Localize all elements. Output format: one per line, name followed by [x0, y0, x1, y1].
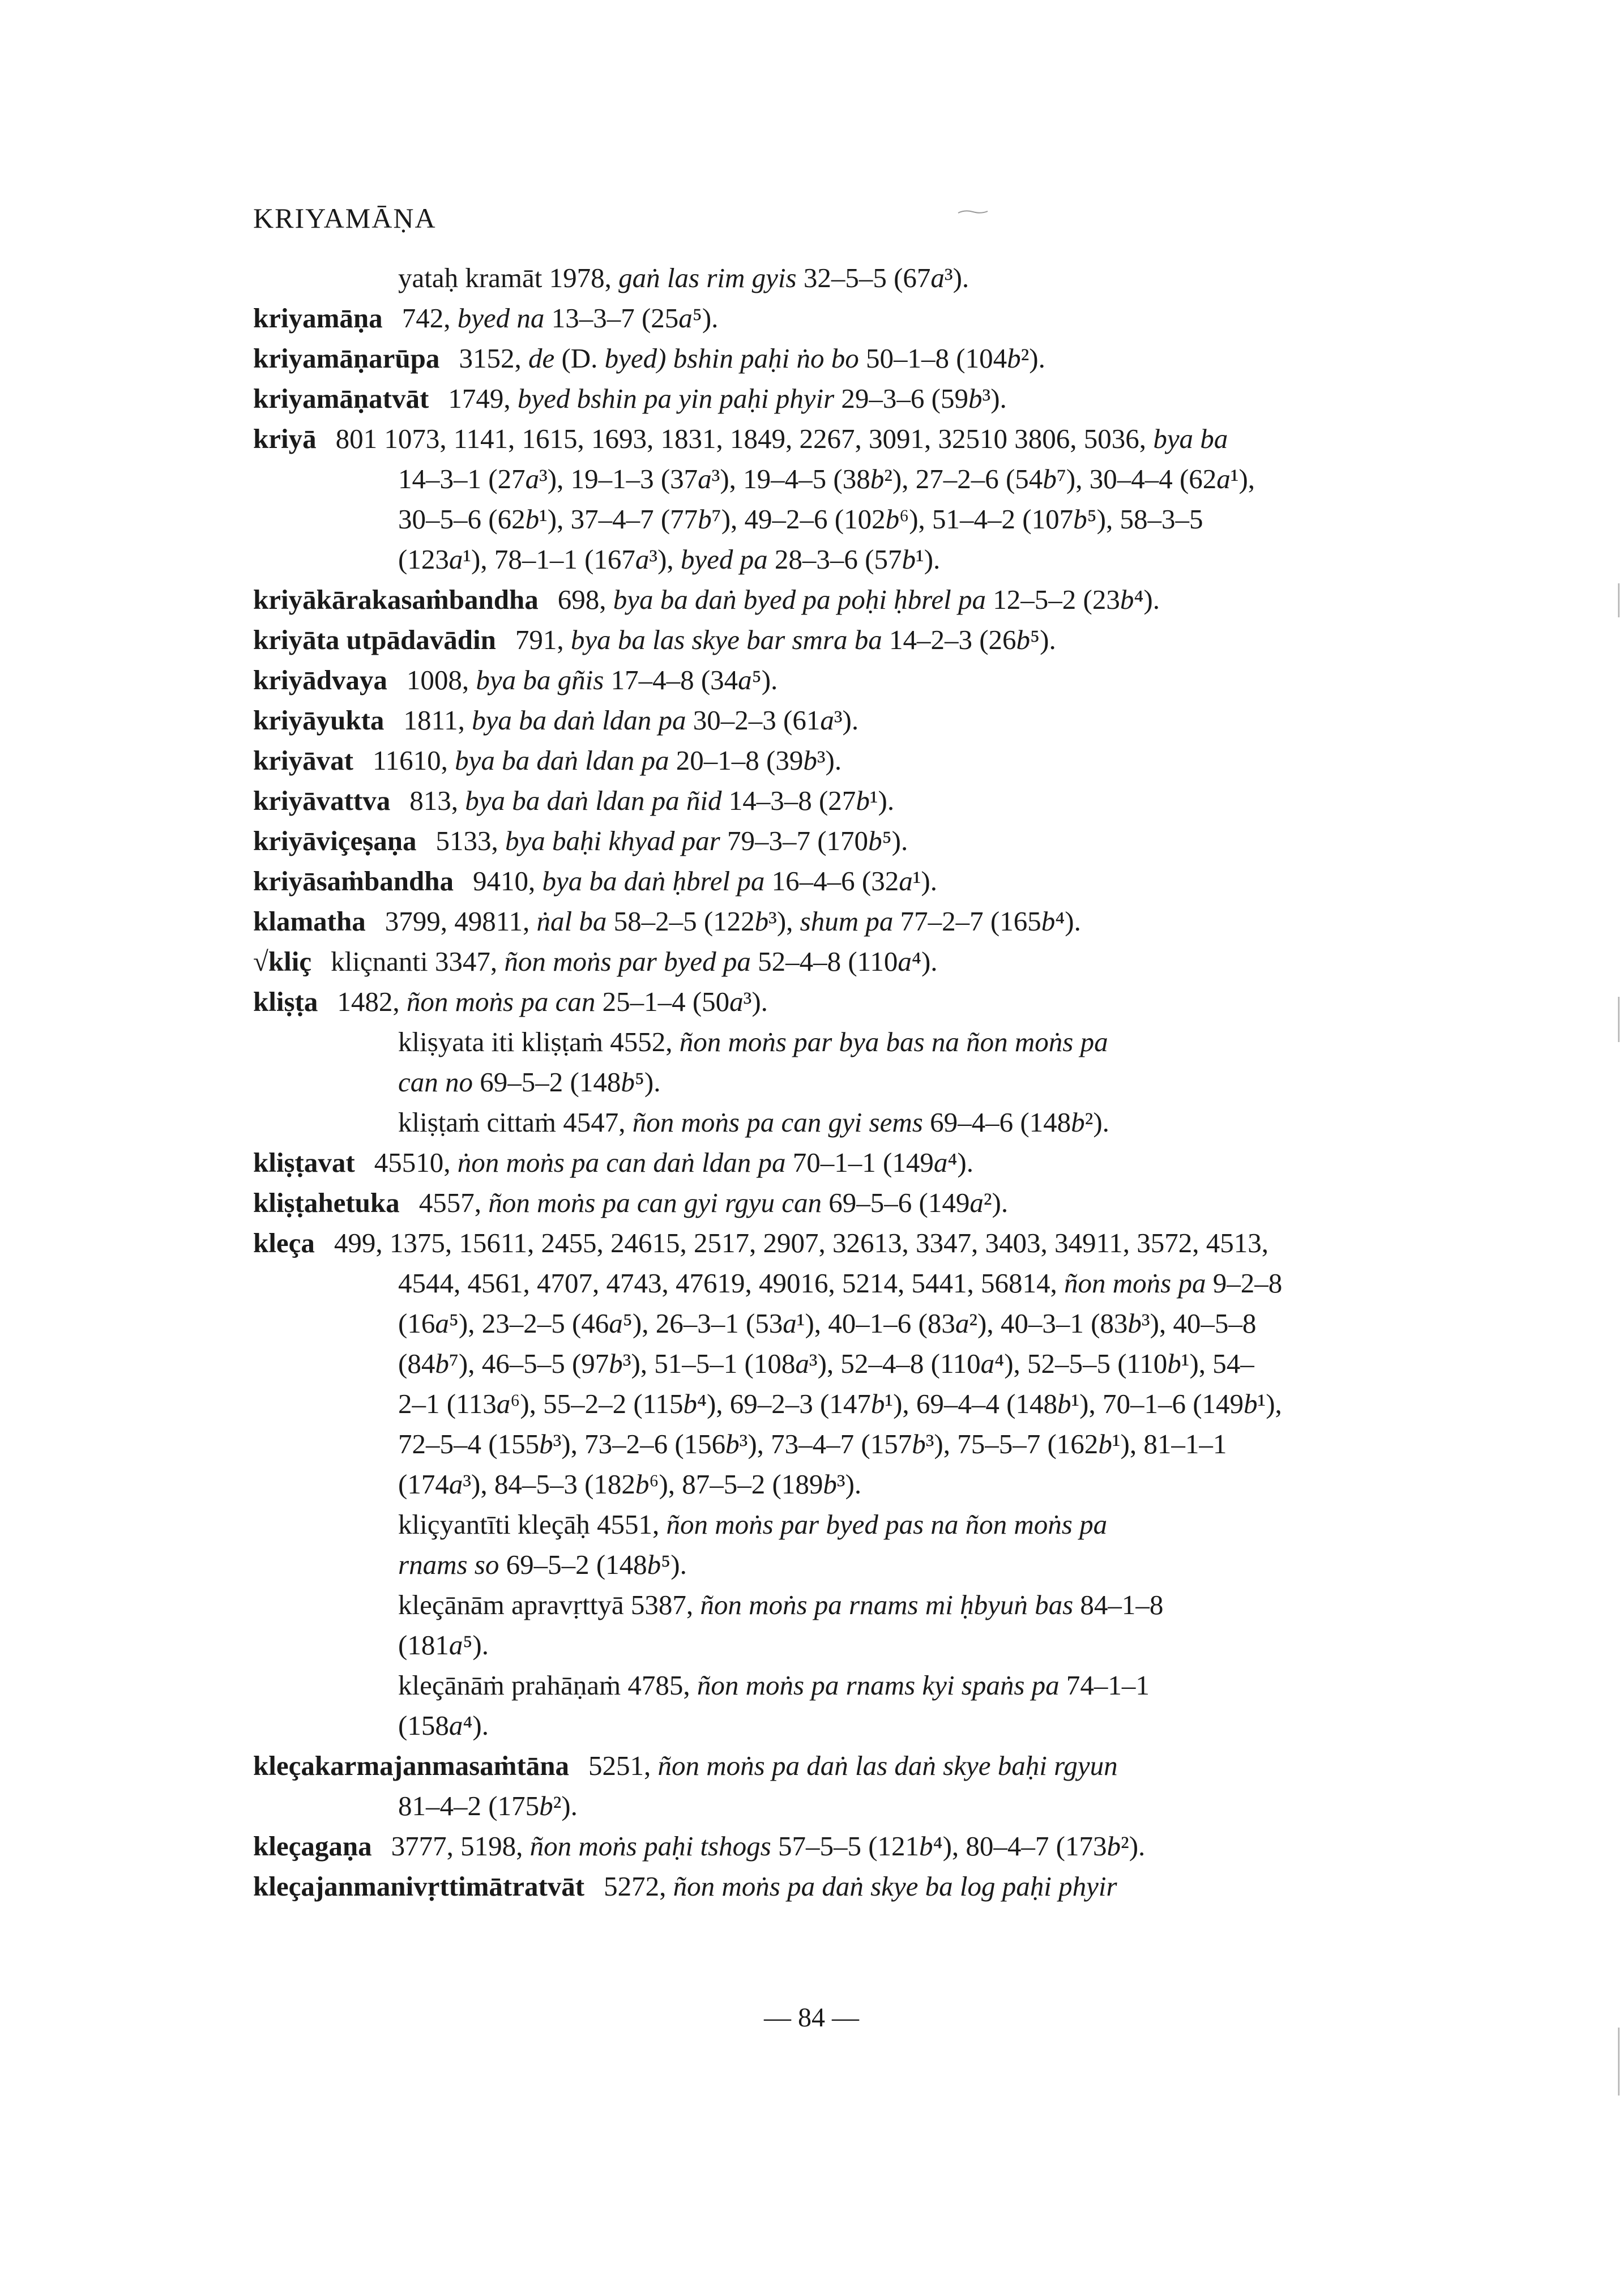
reference-text: kleçānāṁ prahāṇaṁ 4785, [398, 1670, 697, 1701]
reference-text: (181 [398, 1629, 449, 1661]
reference-text: ³), 73–2–6 (156 [553, 1428, 726, 1459]
tibetan-equivalent: b [1098, 1428, 1112, 1459]
reference-text: 32–5–5 (67 [796, 262, 931, 293]
tibetan-equivalent: a [449, 1469, 463, 1500]
tibetan-equivalent: b [912, 1428, 926, 1459]
reference-text: 801 1073, 1141, 1615, 1693, 1831, 1849, 2267, 3091, 32510 3806, 5036, [335, 423, 1154, 454]
tibetan-equivalent: b [621, 1066, 635, 1098]
reference-text: 499, 1375, 15611, 2455, 24615, 2517, 2907, 32613, 3347, 3403, 34911, 3572, 4513, [334, 1227, 1268, 1258]
reference-text: 69–5–2 (148 [473, 1066, 621, 1098]
subentry-line [253, 1544, 1369, 1585]
tibetan-equivalent: a [698, 463, 712, 494]
reference-text: 72–5–4 (155 [398, 1428, 540, 1459]
reference-text: ¹), 70–1–6 (149 [1071, 1388, 1244, 1419]
tibetan-equivalent: bya ba [1153, 423, 1228, 454]
tibetan-equivalent: a [678, 302, 693, 334]
reference-text: ¹), 78–1–1 (167 [463, 544, 635, 575]
reference-text: 28–3–6 (57 [767, 544, 902, 575]
reference-text: kliçyantīti kleçāḥ 4551, [398, 1509, 667, 1540]
tibetan-equivalent: byed na [457, 302, 545, 334]
scan-edge-mark [1618, 583, 1620, 617]
scan-edge-mark [1618, 997, 1620, 1042]
tibetan-equivalent: byed bshin pa yin paḥi phyir [517, 383, 835, 414]
reference-text: 69–4–6 (148 [922, 1107, 1071, 1138]
reference-text: 74–1–1 [1059, 1670, 1150, 1701]
tibetan-equivalent: byed) bshin paḥi ṅo bo [604, 343, 859, 374]
reference-text: ⁴), 80–4–7 (173 [933, 1830, 1107, 1862]
entry-line [253, 1183, 1369, 1223]
tibetan-equivalent: a [449, 544, 463, 575]
reference-text: 81–4–2 (175 [398, 1790, 540, 1821]
headword: kriyāyukta [253, 705, 385, 736]
reference-text: ¹), [1257, 1388, 1282, 1419]
continuation-line [253, 459, 1369, 499]
tibetan-equivalent: ṅal ba [536, 906, 607, 937]
tibetan-equivalent: a [930, 262, 945, 293]
entry-line [253, 941, 1369, 981]
entry-line [253, 780, 1369, 821]
entry-line [253, 981, 1369, 1022]
reference-text: ⁴), 69–2–3 (147 [697, 1388, 871, 1419]
tibetan-equivalent: byed pa [680, 544, 768, 575]
continuation-line [253, 258, 1369, 298]
entry-line [253, 378, 1369, 419]
reference-text: 1482, [337, 986, 407, 1017]
reference-text: ⁵). [634, 1066, 661, 1098]
reference-text: 5251, [588, 1750, 658, 1781]
tibetan-equivalent: ñon moṅs pa rnams mi ḥbyuṅ bas [700, 1589, 1074, 1620]
tibetan-equivalent: b [698, 503, 712, 535]
headword: kriyā [253, 423, 317, 454]
reference-text: 70–1–1 (149 [785, 1147, 934, 1178]
continuation-line [253, 1384, 1369, 1424]
dictionary-entries [253, 258, 1369, 1906]
tibetan-equivalent: bya ba daṅ byed pa poḥi ḥbrel pa [613, 584, 986, 615]
reference-text: 17–4–8 (34 [604, 664, 738, 695]
reference-text: 52–4–8 (110 [750, 946, 898, 977]
reference-text: ³), 73–4–7 (157 [739, 1428, 912, 1459]
tibetan-equivalent: b [902, 544, 916, 575]
headword: kliṣṭahetuka [253, 1187, 400, 1218]
reference-text: ⁷), 30–4–4 (62 [1056, 463, 1217, 494]
continuation-line [253, 1343, 1369, 1384]
entry-line [253, 660, 1369, 700]
headword: kriyāta utpādavādin [253, 624, 496, 655]
reference-text: ⁵), 26–3–1 (53 [622, 1308, 783, 1339]
reference-text: ⁴). [947, 1147, 973, 1178]
tibetan-equivalent: a [435, 1308, 449, 1339]
reference-text: ⁵), 58–3–5 [1087, 503, 1203, 535]
reference-text: ²). [1084, 1107, 1109, 1138]
headword: kliṣṭavat [253, 1147, 355, 1178]
tibetan-equivalent: bya ba daṅ ldan pa [472, 705, 686, 736]
tibetan-equivalent: b [870, 1388, 885, 1419]
tibetan-equivalent: a [738, 664, 752, 695]
reference-text: ⁴). [1134, 584, 1160, 615]
reference-text: ⁴). [463, 1710, 489, 1741]
reference-text: ⁵), 23–2–5 (46 [449, 1308, 609, 1339]
tibetan-equivalent: a [525, 463, 540, 494]
subentry-line [253, 1625, 1369, 1665]
reference-text: 50–1–8 (104 [859, 343, 1007, 374]
reference-text: kliṣṭaṁ cittaṁ 4547, [398, 1107, 633, 1138]
reference-text: 698, [557, 584, 613, 615]
tibetan-equivalent: b [525, 503, 540, 535]
tibetan-equivalent: a [969, 1187, 984, 1218]
reference-text: (84 [398, 1348, 435, 1379]
tibetan-equivalent: b [754, 906, 769, 937]
reference-text: ⁷), 49–2–6 (102 [711, 503, 886, 535]
entry-line [253, 298, 1369, 338]
reference-text: ⁵). [661, 1549, 687, 1580]
tibetan-equivalent: a [933, 1147, 948, 1178]
reference-text: ⁵). [751, 664, 778, 695]
reference-text: kliçnanti 3347, [331, 946, 505, 977]
subentry-line [253, 1022, 1369, 1062]
headword: kriyādvaya [253, 664, 387, 695]
tibetan-equivalent: b [1107, 1830, 1121, 1862]
reference-text: ³), 84–5–3 (182 [463, 1469, 635, 1500]
entry-line [253, 419, 1369, 459]
tibetan-equivalent: b [1041, 906, 1056, 937]
tibetan-equivalent: b [647, 1549, 661, 1580]
entry-line [253, 901, 1369, 941]
tibetan-equivalent: ñon moṅs par bya bas na ñon moṅs pa [679, 1026, 1108, 1057]
reference-text: ³). [944, 262, 969, 293]
headword: klamatha [253, 906, 366, 937]
entry-line [253, 1142, 1369, 1183]
reference-text: 5133, [435, 825, 506, 856]
tibetan-equivalent: b [868, 825, 882, 856]
reference-text: ¹). [869, 785, 895, 816]
reference-text: ³), 52–4–8 (110 [809, 1348, 981, 1379]
reference-text: 4557, [418, 1187, 489, 1218]
reference-text: 3152, [459, 343, 528, 374]
entry-line [253, 1746, 1369, 1786]
reference-text: ⁷), 46–5–5 (97 [449, 1348, 609, 1379]
reference-text: 3799, 49811, [385, 906, 537, 937]
reference-text: ¹). [912, 865, 937, 897]
reference-text: 14–3–8 (27 [721, 785, 856, 816]
headword: kleça [253, 1227, 315, 1258]
subentry-line [253, 1102, 1369, 1142]
reference-text: ³), 40–5–8 [1141, 1308, 1257, 1339]
reference-text: 69–5–2 (148 [499, 1549, 647, 1580]
reference-text: ³), 75–5–7 (162 [925, 1428, 1099, 1459]
tibetan-equivalent: a [635, 544, 650, 575]
reference-text: ²). [553, 1790, 578, 1821]
tibetan-equivalent: b [870, 463, 885, 494]
reference-text: yataḥ kramāt 1978, [398, 262, 619, 293]
subentry-line [253, 1504, 1369, 1544]
tibetan-equivalent: bya ba gñis [476, 664, 604, 695]
reference-text: ²), 27–2–6 (54 [884, 463, 1043, 494]
entry-line [253, 740, 1369, 780]
reference-text: ¹). [916, 544, 941, 575]
tibetan-equivalent: gaṅ las rim gyis [618, 262, 797, 293]
tibetan-equivalent: ñon moṅs par byed pa [504, 946, 751, 977]
reference-text: 1749, [448, 383, 518, 414]
reference-text: ³). [834, 705, 859, 736]
reference-text: ¹), 37–4–7 (77 [539, 503, 698, 535]
tibetan-equivalent: b [1043, 463, 1057, 494]
tibetan-equivalent: ñon moṅs pa can gyi sems [632, 1107, 923, 1138]
reference-text: 16–4–6 (32 [764, 865, 899, 897]
reference-text: kleçānām apravṛttyā 5387, [398, 1589, 701, 1620]
tibetan-equivalent: bya ba daṅ ldan pa ñid [465, 785, 722, 816]
entry-line [253, 579, 1369, 620]
tibetan-equivalent: bya baḥi khyad par [505, 825, 720, 856]
entry-line [253, 821, 1369, 861]
entry-line [253, 700, 1369, 740]
reference-text: ³). [836, 1469, 862, 1500]
reference-text: 11610, [372, 745, 455, 776]
reference-text: ¹), [1230, 463, 1255, 494]
reference-text: ⁶), 55–2–2 (115 [510, 1388, 684, 1419]
tibetan-equivalent: b [919, 1830, 933, 1862]
tibetan-equivalent: rnams so [398, 1549, 499, 1580]
tibetan-equivalent: bya ba las skye bar smra ba [570, 624, 882, 655]
tibetan-equivalent: a [820, 705, 834, 736]
reference-text: 14–2–3 (26 [882, 624, 1016, 655]
reference-text: 45510, [374, 1147, 458, 1178]
reference-text: 79–3–7 (170 [720, 825, 869, 856]
entry-line [253, 338, 1369, 378]
headword: kriyamāṇarūpa [253, 343, 440, 374]
tibetan-equivalent: bya ba daṅ ḥbrel pa [542, 865, 765, 897]
headword: kriyamāṇatvāt [253, 383, 429, 414]
running-head: KRIYAMĀṆA [253, 202, 437, 234]
entry-line [253, 620, 1369, 660]
tibetan-equivalent: b [823, 1469, 837, 1500]
tibetan-equivalent: ñon moṅs pa daṅ las daṅ skye baḥi rgyun [657, 1750, 1118, 1781]
reference-text: ⁶), 51–4–2 (107 [899, 503, 1074, 535]
reference-text: 29–3–6 (59 [834, 383, 968, 414]
headword: kriyākārakasaṁbandha [253, 584, 539, 615]
tibetan-equivalent: a [899, 865, 913, 897]
reference-text: 791, [515, 624, 571, 655]
tibetan-equivalent: b [539, 1790, 553, 1821]
headword: √kliç [253, 946, 312, 977]
tibetan-equivalent: ñon moṅs par byed pas na ñon moṅs pa [666, 1509, 1108, 1540]
reference-text: (D. [554, 343, 605, 374]
tibetan-equivalent: b [885, 503, 900, 535]
tibetan-equivalent: bya ba daṅ ldan pa [455, 745, 669, 776]
reference-text: 57–5–5 (121 [771, 1830, 920, 1862]
tibetan-equivalent: b [435, 1348, 449, 1379]
continuation-line [253, 499, 1369, 539]
reference-text: ³), [649, 544, 681, 575]
tibetan-equivalent: b [725, 1428, 740, 1459]
entry-line [253, 1826, 1369, 1866]
reference-text: (16 [398, 1308, 435, 1339]
scan-edge-mark [1618, 2028, 1620, 2096]
reference-text: ¹), 54– [1181, 1348, 1254, 1379]
headword: kriyāvattva [253, 785, 391, 816]
reference-text: 1008, [406, 664, 476, 695]
reference-text: ²). [1020, 343, 1045, 374]
tibetan-equivalent: b [635, 1469, 650, 1500]
tibetan-equivalent: a [449, 1629, 463, 1661]
reference-text: ⁵). [463, 1629, 489, 1661]
headword: kleçagaṇa [253, 1830, 372, 1862]
subentry-line [253, 1705, 1369, 1746]
reference-text: ³), 19–4–5 (38 [711, 463, 870, 494]
tibetan-equivalent: b [1071, 1107, 1085, 1138]
subentry-line [253, 1585, 1369, 1625]
reference-text: 9410, [473, 865, 543, 897]
reference-text: 813, [409, 785, 465, 816]
reference-text: ⁶), 87–5–2 (189 [649, 1469, 823, 1500]
tibetan-equivalent: shum pa [800, 906, 894, 937]
reference-text: ²). [983, 1187, 1009, 1218]
reference-text: 5272, [604, 1871, 673, 1902]
reference-text: 13–3–7 (25 [544, 302, 679, 334]
tibetan-equivalent: a [980, 1348, 995, 1379]
reference-text: 742, [402, 302, 458, 334]
reference-text: 30–2–3 (61 [686, 705, 821, 736]
reference-text: ⁵). [1030, 624, 1056, 655]
headword: kliṣṭa [253, 986, 318, 1017]
reference-text: ³). [982, 383, 1007, 414]
reference-text: ³), [768, 906, 800, 937]
tibetan-equivalent: b [1167, 1348, 1181, 1379]
reference-text: ¹), 40–1–6 (83 [796, 1308, 955, 1339]
tibetan-equivalent: ñon moṅs pa [1064, 1268, 1206, 1299]
reference-text: 69–5–6 (149 [822, 1187, 970, 1218]
reference-text: (174 [398, 1469, 449, 1500]
tibetan-equivalent: b [1244, 1388, 1258, 1419]
reference-text: 3777, 5198, [391, 1830, 530, 1862]
tibetan-equivalent: de [528, 343, 555, 374]
continuation-line [253, 1464, 1369, 1504]
continuation-line [253, 1424, 1369, 1464]
tibetan-equivalent: can no [398, 1066, 473, 1098]
tibetan-equivalent: b [1073, 503, 1087, 535]
tibetan-equivalent: b [1057, 1388, 1071, 1419]
reference-text: ⁴). [1055, 906, 1081, 937]
tibetan-equivalent: ñon moṅs pa rnams kyi spaṅs pa [697, 1670, 1060, 1701]
tibetan-equivalent: b [683, 1388, 697, 1419]
headword: kriyāsaṁbandha [253, 865, 454, 897]
reference-text: 2–1 (113 [398, 1388, 497, 1419]
tibetan-equivalent: ñon moṅs pa can gyi rgyu can [488, 1187, 822, 1218]
reference-text: ⁵). [692, 302, 719, 334]
reference-text: ⁴), 52–5–5 (110 [994, 1348, 1168, 1379]
reference-text: ³). [743, 986, 768, 1017]
tibetan-equivalent: b [539, 1428, 553, 1459]
entry-line [253, 1223, 1369, 1263]
reference-text: 12–5–2 (23 [986, 584, 1120, 615]
tibetan-equivalent: b [803, 745, 817, 776]
tibetan-equivalent: a [1216, 463, 1231, 494]
tibetan-equivalent: ñon moṅs pa daṅ skye ba log paḥi phyir [673, 1871, 1117, 1902]
tibetan-equivalent: a [729, 986, 744, 1017]
reference-text: (123 [398, 544, 449, 575]
reference-text: 1811, [403, 705, 472, 736]
tibetan-equivalent: b [968, 383, 983, 414]
reference-text: ²), 40–3–1 (83 [969, 1308, 1128, 1339]
reference-text: ³). [817, 745, 842, 776]
reference-text: ¹), 81–1–1 [1112, 1428, 1227, 1459]
headword: kriyamāṇa [253, 302, 383, 334]
reference-text: 84–1–8 [1073, 1589, 1164, 1620]
tibetan-equivalent: a [783, 1308, 797, 1339]
reference-text: kliṣyata iti kliṣṭaṁ 4552, [398, 1026, 680, 1057]
tibetan-equivalent: a [898, 946, 912, 977]
reference-text: 77–2–7 (165 [893, 906, 1041, 937]
reference-text: 25–1–4 (50 [595, 986, 730, 1017]
reference-text: ³), 51–5–1 (108 [622, 1348, 796, 1379]
tibetan-equivalent: b [856, 785, 870, 816]
headword: kriyāviçeṣaṇa [253, 825, 417, 856]
reference-text: ⁴). [911, 946, 938, 977]
tibetan-equivalent: b [1127, 1308, 1142, 1339]
reference-text: ²). [1121, 1830, 1146, 1862]
reference-text: (158 [398, 1710, 449, 1741]
entry-line [253, 1866, 1369, 1906]
page-number: — 84 — [764, 2003, 859, 2033]
tibetan-equivalent: b [1120, 584, 1134, 615]
reference-text: 9–2–8 [1206, 1268, 1283, 1299]
tibetan-equivalent: a [496, 1388, 511, 1419]
reference-text: ⁵). [882, 825, 908, 856]
tibetan-equivalent: a [795, 1348, 809, 1379]
reference-text: ¹), 69–4–4 (148 [885, 1388, 1057, 1419]
tibetan-equivalent: a [609, 1308, 623, 1339]
tibetan-equivalent: a [449, 1710, 463, 1741]
tibetan-equivalent: ñon moṅs pa can [406, 986, 596, 1017]
tibetan-equivalent: b [609, 1348, 623, 1379]
tibetan-equivalent: b [1007, 343, 1021, 374]
reference-text: 4544, 4561, 4707, 4743, 47619, 49016, 5214, 5441, 56814, [398, 1268, 1064, 1299]
reference-text: 14–3–1 (27 [398, 463, 526, 494]
entry-line [253, 861, 1369, 901]
subentry-line [253, 1062, 1369, 1102]
headword: kleçakarmajanmasaṁtāna [253, 1750, 570, 1781]
tibetan-equivalent: ñon moṅs paḥi tshogs [529, 1830, 771, 1862]
tibetan-equivalent: b [1016, 624, 1031, 655]
reference-text: ³), 19–1–3 (37 [539, 463, 698, 494]
print-speck-mark [957, 208, 989, 215]
continuation-line [253, 1786, 1369, 1826]
tibetan-equivalent: a [955, 1308, 969, 1339]
continuation-line [253, 1263, 1369, 1303]
headword: kriyāvat [253, 745, 353, 776]
headword: kleçajanmanivṛttimātratvāt [253, 1871, 585, 1902]
subentry-line [253, 1665, 1369, 1705]
continuation-line [253, 539, 1369, 579]
continuation-line [253, 1303, 1369, 1343]
reference-text: 20–1–8 (39 [669, 745, 804, 776]
reference-text: 30–5–6 (62 [398, 503, 526, 535]
reference-text: 58–2–5 (122 [607, 906, 755, 937]
tibetan-equivalent: ṅon moṅs pa can daṅ ldan pa [457, 1147, 786, 1178]
